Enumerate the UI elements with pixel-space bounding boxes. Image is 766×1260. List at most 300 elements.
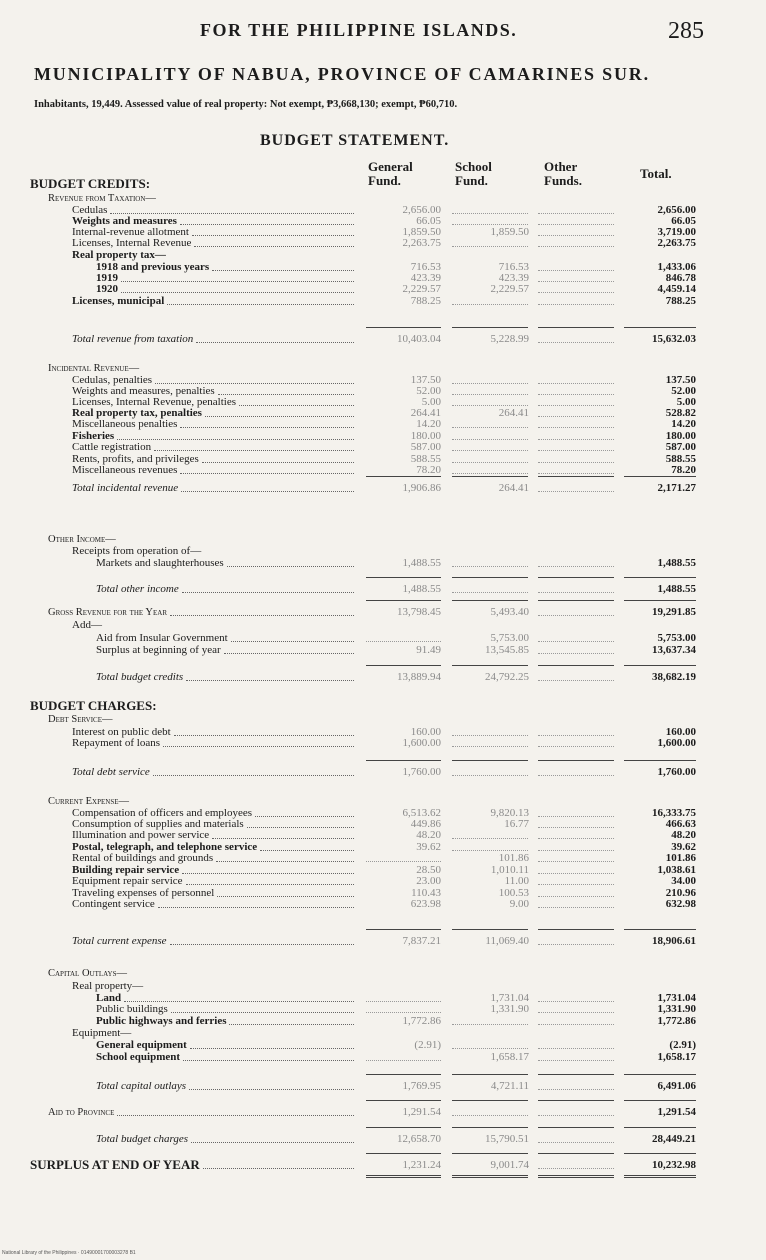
sum-rule [538, 327, 614, 328]
cell-total: 1,488.55 [657, 557, 696, 569]
sum-rule [624, 929, 696, 930]
cell-general: 2,229.57 [402, 283, 441, 295]
cell-total: 10,232.98 [652, 1159, 696, 1171]
cell-general: 110.43 [411, 887, 441, 899]
leader-dots [154, 450, 354, 451]
cell-total: 14.20 [671, 418, 696, 430]
cell-school: 1,658.17 [490, 1051, 529, 1063]
leader-dots [180, 473, 354, 474]
cell-total: 587.00 [665, 441, 696, 453]
empty-cell-rule [366, 861, 441, 862]
empty-cell-rule [538, 292, 614, 293]
empty-cell-rule [538, 816, 614, 817]
leader-dots [124, 1001, 354, 1002]
cell-total: 1,331.90 [657, 1003, 696, 1015]
row-label: Licenses, Internal Revenue [72, 237, 192, 249]
sum-rule [366, 476, 441, 477]
empty-cell-rule [452, 439, 528, 440]
cell-total: 28,449.21 [652, 1133, 696, 1145]
cell-general: 716.53 [410, 261, 441, 273]
table-row [0, 1134, 766, 1145]
cell-general: 137.50 [410, 374, 441, 386]
leader-dots [163, 746, 354, 747]
empty-cell-rule [452, 566, 528, 567]
sum-rule [366, 1074, 441, 1075]
cell-general: 23.00 [416, 875, 441, 887]
cell-general: 1,488.55 [402, 557, 441, 569]
cell-general: 66.05 [416, 215, 441, 227]
cell-total: 5.00 [676, 396, 696, 408]
empty-cell-rule [452, 383, 528, 384]
row-label: Miscellaneous revenues [72, 464, 178, 476]
row-label: Total debt service [72, 766, 150, 778]
cell-total: 1,038.61 [657, 864, 696, 876]
sum-rule [624, 1153, 696, 1154]
empty-cell-rule [538, 427, 614, 428]
cell-total: 2,656.00 [657, 204, 696, 216]
row-label: Markets and slaughterhouses [96, 557, 224, 569]
sum-rule [452, 1127, 528, 1128]
group-heading [0, 546, 766, 557]
cell-general: 7,837.21 [402, 935, 441, 947]
cell-school: 716.53 [498, 261, 529, 273]
sum-rule [452, 577, 528, 578]
budget-title: BUDGET STATEMENT. [260, 132, 450, 149]
cell-school: 1,010.11 [490, 864, 529, 876]
cell-general: 91.49 [416, 644, 441, 656]
double-rule [624, 1175, 696, 1178]
cell-total: 1,760.00 [657, 766, 696, 778]
row-label: Incidental Revenue— [48, 363, 140, 374]
row-label: Equipment— [72, 1027, 132, 1039]
table-row [0, 853, 766, 864]
cell-general: 12,658.70 [397, 1133, 441, 1145]
sum-rule [538, 1127, 614, 1128]
table-row [0, 284, 766, 295]
table-row [0, 738, 766, 749]
cell-total: 3,719.00 [657, 226, 696, 238]
cell-total: 19,291.85 [652, 606, 696, 618]
cell-general: 1,906.86 [402, 482, 441, 494]
cell-general: 1,769.95 [402, 1080, 441, 1092]
leader-dots [247, 827, 354, 828]
sum-rule [452, 327, 528, 328]
cell-total: 466.63 [665, 818, 696, 830]
leader-dots [216, 861, 354, 862]
empty-cell-rule [538, 281, 614, 282]
empty-cell-rule [538, 884, 614, 885]
empty-cell-rule [538, 235, 614, 236]
cell-total: 1,433.06 [657, 261, 696, 273]
cell-total: (2.91) [669, 1039, 696, 1051]
leader-dots [190, 1048, 354, 1049]
sum-rule [366, 1127, 441, 1128]
empty-cell-rule [538, 850, 614, 851]
cell-general: 423.39 [410, 272, 441, 284]
cell-general: 39.62 [416, 841, 441, 853]
sum-rule [538, 476, 614, 477]
cell-general: 1,772.86 [402, 1015, 441, 1027]
empty-cell-rule [538, 1089, 614, 1090]
cell-total: 39.62 [671, 841, 696, 853]
row-label: Gross Revenue for the Year [48, 607, 168, 618]
leader-dots [260, 850, 354, 851]
leader-dots [182, 873, 354, 874]
table-row [0, 483, 766, 494]
cell-total: 78.20 [671, 464, 696, 476]
empty-cell-rule [538, 775, 614, 776]
table-row [0, 558, 766, 569]
cell-general: 2,656.00 [402, 204, 441, 216]
group-heading [0, 193, 766, 204]
leader-dots [202, 462, 354, 463]
leader-dots [191, 1142, 354, 1143]
cell-school: 2,229.57 [490, 283, 529, 295]
empty-cell-rule [538, 450, 614, 451]
empty-cell-rule [538, 383, 614, 384]
row-label: Total current expense [72, 935, 167, 947]
sum-rule [452, 1100, 528, 1101]
empty-cell-rule [538, 1142, 614, 1143]
cell-school: 13,545.85 [485, 644, 529, 656]
empty-cell-rule [538, 873, 614, 874]
cell-school: 5,753.00 [490, 632, 529, 644]
cell-school: 9.00 [509, 898, 529, 910]
table-row [0, 584, 766, 595]
sum-rule [624, 1100, 696, 1101]
row-label: Current Expense— [48, 796, 129, 807]
row-label: Revenue from Taxation— [48, 193, 156, 204]
sum-rule [538, 1074, 614, 1075]
empty-cell-rule [538, 746, 614, 747]
table-row [0, 1016, 766, 1027]
sum-rule [452, 929, 528, 930]
cell-general: (2.91) [414, 1039, 441, 1051]
row-label: Other Income— [48, 534, 116, 545]
sum-rule [366, 1100, 441, 1101]
sum-rule [452, 476, 528, 477]
cell-general: 1,231.24 [402, 1159, 441, 1171]
table-row [0, 899, 766, 910]
cell-total: 66.05 [671, 215, 696, 227]
double-rule [538, 1175, 614, 1178]
sum-rule [624, 577, 696, 578]
row-label: Real property tax, penalties [72, 407, 202, 419]
table-row [0, 419, 766, 430]
empty-cell-rule [538, 491, 614, 492]
cell-school: 9,001.74 [490, 1159, 529, 1171]
row-label: Illumination and power service [72, 829, 210, 841]
table-row [0, 830, 766, 841]
leader-dots [212, 270, 354, 271]
cell-total: 6,491.06 [657, 1080, 696, 1092]
row-label: 1919 [96, 272, 118, 284]
cell-total: 13,637.34 [652, 644, 696, 656]
leader-dots [205, 416, 354, 417]
group-heading [0, 796, 766, 807]
cell-general: 1,488.55 [402, 583, 441, 595]
row-label: Total revenue from taxation [72, 333, 194, 345]
empty-cell-rule [366, 641, 441, 642]
cell-total: 846.78 [665, 272, 696, 284]
row-label: School equipment [96, 1051, 181, 1063]
cell-total: 1,658.17 [657, 1051, 696, 1063]
group-heading [0, 534, 766, 545]
table-row [0, 238, 766, 249]
leader-dots [186, 884, 354, 885]
page-number: 285 [668, 18, 704, 44]
sum-rule [624, 600, 696, 601]
col-head-general-fund: General Fund. [368, 159, 413, 188]
cell-total: 788.25 [665, 295, 696, 307]
cell-general: 587.00 [410, 441, 441, 453]
leader-dots [218, 394, 354, 395]
sum-rule [366, 1153, 441, 1154]
cell-total: 1,488.55 [657, 583, 696, 595]
cell-school: 100.53 [498, 887, 529, 899]
sum-rule [366, 665, 441, 666]
cell-school: 11,069.40 [485, 935, 529, 947]
empty-cell-rule [452, 775, 528, 776]
row-label: Compensation of officers and employees [72, 807, 253, 819]
table-row [0, 334, 766, 345]
leader-dots [117, 1115, 354, 1116]
cell-general: 180.00 [410, 430, 441, 442]
group-heading [0, 981, 766, 992]
empty-cell-rule [538, 473, 614, 474]
row-label: Total incidental revenue [72, 482, 179, 494]
row-label: Traveling expenses of personnel [72, 887, 215, 899]
col-head-school-fund: School Fund. [455, 159, 492, 188]
sum-rule [366, 929, 441, 930]
leader-dots [229, 1024, 354, 1025]
cell-total: 38,682.19 [652, 671, 696, 683]
empty-cell-rule [538, 1115, 614, 1116]
table-row [0, 1081, 766, 1092]
leader-dots [180, 224, 354, 225]
cell-school: 1,331.90 [490, 1003, 529, 1015]
empty-cell-rule [452, 735, 528, 736]
leader-dots [182, 592, 354, 593]
empty-cell-rule [538, 405, 614, 406]
section-heading [0, 1157, 766, 1172]
row-label: Rents, profits, and privileges [72, 453, 199, 465]
cell-school: 1,859.50 [490, 226, 529, 238]
cell-total: 1,772.86 [657, 1015, 696, 1027]
group-heading [0, 250, 766, 261]
row-label: 1918 and previous years [96, 261, 210, 273]
cell-general: 449.86 [410, 818, 441, 830]
leader-dots [189, 1089, 354, 1090]
leader-dots [212, 838, 354, 839]
cell-total: 588.55 [665, 453, 696, 465]
empty-cell-rule [452, 838, 528, 839]
leader-dots [155, 383, 354, 384]
empty-cell-rule [538, 462, 614, 463]
section-heading [0, 698, 766, 713]
row-label: Debt Service— [48, 714, 113, 725]
row-label: Equipment repair service [72, 875, 183, 887]
cell-total: 101.86 [665, 852, 696, 864]
empty-cell-rule [538, 566, 614, 567]
leader-dots [196, 342, 354, 343]
leader-dots [227, 566, 354, 567]
empty-cell-rule [538, 439, 614, 440]
empty-cell-rule [538, 1012, 614, 1013]
row-label: Consumption of supplies and materials [72, 818, 244, 830]
empty-cell-rule [452, 405, 528, 406]
row-label: Aid from Insular Government [96, 632, 228, 644]
cell-school: 24,792.25 [485, 671, 529, 683]
sum-rule [538, 577, 614, 578]
cell-general: 78.20 [416, 464, 441, 476]
sum-rule [624, 1074, 696, 1075]
cell-school: 1,731.04 [490, 992, 529, 1004]
row-label: Add— [72, 619, 102, 631]
empty-cell-rule [538, 394, 614, 395]
cell-total: 5,753.00 [657, 632, 696, 644]
cell-total: 180.00 [665, 430, 696, 442]
municipality-title: MUNICIPALITY OF NABUA, PROVINCE OF CAMARINES SUR. [34, 64, 650, 84]
sum-rule [538, 1100, 614, 1101]
cell-general: 13,889.94 [397, 671, 441, 683]
empty-cell-rule [538, 1001, 614, 1002]
sum-rule [538, 929, 614, 930]
group-heading [0, 968, 766, 979]
row-label: Building repair service [72, 864, 180, 876]
sum-rule [538, 665, 614, 666]
cell-general: 1,859.50 [402, 226, 441, 238]
empty-cell-rule [538, 944, 614, 945]
sum-rule [624, 760, 696, 761]
cell-total: 1,600.00 [657, 737, 696, 749]
cell-general: 160.00 [410, 726, 441, 738]
leader-dots [158, 907, 354, 908]
empty-cell-rule [538, 342, 614, 343]
empty-cell-rule [452, 462, 528, 463]
empty-cell-rule [538, 1168, 614, 1169]
cell-school: 16.77 [504, 818, 529, 830]
running-title: FOR THE PHILIPPINE ISLANDS. [200, 20, 518, 40]
cell-school: 264.41 [498, 482, 529, 494]
leader-dots [203, 1168, 354, 1169]
empty-cell-rule [538, 615, 614, 616]
empty-cell-rule [452, 473, 528, 474]
empty-cell-rule [452, 1115, 528, 1116]
empty-cell-rule [452, 592, 528, 593]
empty-cell-rule [538, 1024, 614, 1025]
empty-cell-rule [366, 1001, 441, 1002]
cell-total: 632.98 [665, 898, 696, 910]
empty-cell-rule [538, 907, 614, 908]
cell-general: 1,760.00 [402, 766, 441, 778]
cell-general: 52.00 [416, 385, 441, 397]
empty-cell-rule [452, 394, 528, 395]
row-label: 1920 [96, 283, 118, 295]
cell-general: 13,798.45 [397, 606, 441, 618]
row-label: Total budget charges [96, 1133, 189, 1145]
row-label: Weights and measures [72, 215, 177, 227]
row-label: Licenses, Internal Revenue, penalties [72, 396, 237, 408]
table-row [0, 1040, 766, 1051]
cell-school: 9,820.13 [490, 807, 529, 819]
cell-general: 5.00 [421, 396, 441, 408]
leader-dots [170, 615, 354, 616]
row-label: Postal, telegraph, and telephone service [72, 841, 258, 853]
leader-dots [180, 427, 354, 428]
sum-rule [452, 760, 528, 761]
row-label: BUDGET CHARGES: [30, 698, 157, 713]
cell-total: 4,459.14 [657, 283, 696, 295]
empty-cell-rule [538, 861, 614, 862]
empty-cell-rule [538, 592, 614, 593]
cell-school: 5,493.40 [490, 606, 529, 618]
row-label: Interest on public debt [72, 726, 171, 738]
section-heading [0, 176, 766, 191]
leader-dots [171, 1012, 354, 1013]
cell-total: 52.00 [671, 385, 696, 397]
row-label: Capital Outlays— [48, 968, 128, 979]
table-row [0, 607, 766, 618]
cell-total: 1,731.04 [657, 992, 696, 1004]
row-label: Contingent service [72, 898, 155, 910]
row-label: Internal-revenue allotment [72, 226, 189, 238]
empty-cell-rule [538, 641, 614, 642]
cell-general: 6,513.62 [402, 807, 441, 819]
double-rule [366, 1175, 441, 1178]
empty-cell-rule [452, 246, 528, 247]
table-row [0, 1052, 766, 1063]
empty-cell-rule [452, 850, 528, 851]
empty-cell-rule [538, 1060, 614, 1061]
empty-cell-rule [452, 1024, 528, 1025]
cell-total: 48.20 [671, 829, 696, 841]
table-row [0, 672, 766, 683]
row-label: Total other income [96, 583, 179, 595]
table-row [0, 645, 766, 656]
empty-cell-rule [538, 896, 614, 897]
empty-cell-rule [538, 827, 614, 828]
cell-school: 264.41 [498, 407, 529, 419]
cell-total: 1,291.54 [657, 1106, 696, 1118]
cell-general: 14.20 [416, 418, 441, 430]
cell-total: 15,632.03 [652, 333, 696, 345]
cell-school: 5,228.99 [490, 333, 529, 345]
empty-cell-rule [452, 746, 528, 747]
leader-dots [239, 405, 354, 406]
empty-cell-rule [538, 1048, 614, 1049]
cell-total: 210.96 [665, 887, 696, 899]
cell-school: 4,721.11 [490, 1080, 529, 1092]
empty-cell-rule [452, 1048, 528, 1049]
sum-rule [624, 327, 696, 328]
cell-total: 137.50 [665, 374, 696, 386]
leader-dots [194, 246, 354, 247]
empty-cell-rule [366, 1012, 441, 1013]
cell-total: 18,906.61 [652, 935, 696, 947]
cell-general: 2,263.75 [402, 237, 441, 249]
row-label: General equipment [96, 1039, 187, 1051]
row-label: Land [96, 992, 122, 1004]
cell-school: 11.00 [504, 875, 529, 887]
row-label: Public buildings [96, 1003, 168, 1015]
empty-cell-rule [366, 1060, 441, 1061]
sum-rule [452, 665, 528, 666]
leader-dots [121, 281, 354, 282]
table-row [0, 442, 766, 453]
cell-total: 2,263.75 [657, 237, 696, 249]
group-heading [0, 363, 766, 374]
